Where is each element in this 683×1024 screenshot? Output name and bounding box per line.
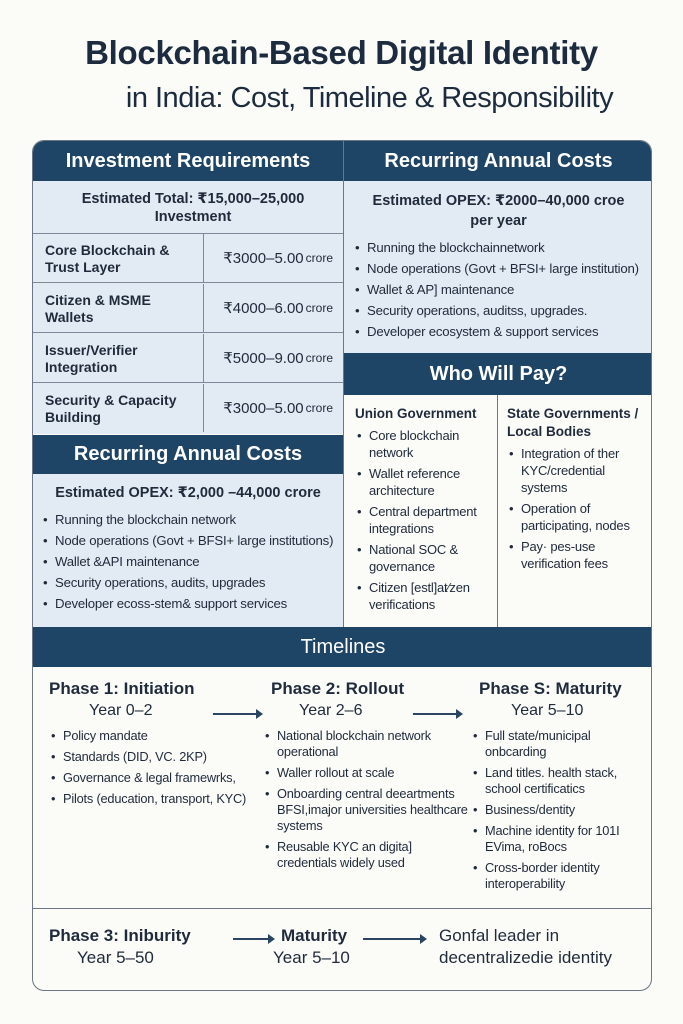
list-item: • Full state/municipal onbcarding [471, 728, 651, 760]
arrow-right-icon [413, 713, 461, 715]
list-item: • Security operations, auditss, upgrades. [353, 300, 652, 321]
phase-title: Phase 1: Initiation [49, 679, 195, 698]
investment-row-label: Core Blockchain & Trust Layer [45, 242, 170, 275]
investment-row [33, 284, 343, 333]
timelines-header: Timelines [33, 627, 652, 667]
list-item: • Integration of ther KYC/credential systems [507, 445, 649, 496]
list-item: • Central department integrations [355, 503, 495, 537]
list-item: • Governance & legal framewrks, [49, 770, 249, 786]
summary-years: decentralizedie identity [439, 948, 612, 967]
who-pays-divider [497, 395, 498, 627]
phase-2 [263, 679, 468, 876]
arrow-right-icon [233, 938, 273, 940]
list-item: • Citizen [estl]at⁄zen verifications [355, 579, 495, 613]
summary-divider [33, 908, 652, 909]
infographic-frame [32, 140, 652, 991]
opex-period: per year [470, 213, 527, 229]
list-item: • Operation of participating, nodes [507, 500, 649, 534]
investment-row [33, 384, 343, 433]
investment-amount: ₹3000–5.00 [223, 250, 304, 267]
phase-years: Year 0–2 [89, 702, 153, 719]
summary-title: Gonfal leader in [439, 926, 560, 945]
list-item: • Land titles. health stack, school certificatics [471, 765, 651, 797]
who-pays-state [507, 405, 649, 576]
list-item: • Standards (DID, VC. 2KP) [49, 749, 249, 765]
investment-unit: crore [305, 401, 333, 415]
phase-title: Phase 2: Rollout [271, 679, 405, 698]
investment-row-value [203, 384, 343, 432]
state-title: State Governments / Local Bodies [507, 406, 639, 439]
who-pays-union [355, 405, 495, 617]
list-item: • Pilots (education, transport, KYC) [49, 791, 249, 807]
summary-step-3 [439, 926, 612, 968]
list-item: • Node operations (Govt + BFSI+ large institutions) [41, 530, 343, 551]
summary-step-1 [49, 926, 191, 968]
investment-unit: crore [305, 251, 333, 265]
list-item: • Node operations (Govt + BFSI+ large institution) [353, 258, 652, 279]
recurring-left-opex: Estimated OPEX: ₹2,000 –44,000 crore [55, 485, 321, 501]
phase-years: Year 2–6 [299, 702, 363, 719]
list-item: • Policy mandate [49, 728, 249, 744]
list-item: • Business/dentity [471, 802, 651, 818]
arrow-right-icon [213, 713, 261, 715]
list-item: • Running the blockchainnetwork [353, 237, 652, 258]
investment-total [33, 181, 343, 234]
page-subtitle: in India: Cost, Timeline & Responsibility [125, 82, 614, 114]
list-item: • Wallet reference architecture [355, 465, 495, 499]
investment-total-value: Estimated Total: ₹15,000–25,000 [81, 191, 305, 207]
summary-title: Maturity [281, 926, 348, 945]
summary-years: Year 5–10 [273, 948, 350, 967]
opex-value: Estimated OPEX: ₹2000–40,000 croe [372, 193, 625, 209]
investment-amount: ₹5000–9.00 [223, 350, 304, 367]
investment-row-value [203, 334, 343, 382]
page-title: Blockchain-Based Digital Identity [85, 34, 598, 71]
list-item: • National blockchain network operational [263, 728, 468, 760]
phase-list [471, 728, 651, 892]
list-item: • Security operations, audits, upgrades [41, 572, 343, 593]
phase-3 [471, 679, 651, 897]
investment-row-label: Issuer/Verifier Integration [45, 342, 138, 375]
investment-amount: ₹3000–5.00 [223, 400, 304, 417]
recurring-right-list [353, 237, 652, 342]
recurring-left-header: Recurring Annual Costs [33, 435, 343, 474]
summary-years: Year 5–50 [77, 948, 154, 967]
phase-1 [49, 679, 249, 812]
investment-header: Investment Requirements [33, 141, 343, 181]
phase-years: Year 5–10 [511, 702, 584, 719]
list-item: • Reusable KYC an digita] credentials widely used [263, 839, 468, 871]
union-list [355, 427, 495, 613]
union-title: Union Government [355, 406, 477, 421]
investment-row [33, 234, 343, 283]
list-item: • Developer ecoss-stem& support services [41, 593, 343, 614]
investment-row-label: Citizen & MSME Wallets [45, 292, 151, 325]
who-pays-header: Who Will Pay? [344, 353, 652, 395]
investment-unit: crore [305, 351, 333, 365]
investment-row-value [203, 234, 343, 282]
list-item: • Cross-border identity interoperability [471, 860, 651, 892]
list-item: • Wallet &API maintenance [41, 551, 343, 572]
phase-list [49, 728, 249, 807]
summary-title: Phase 3: Iniburity [49, 926, 191, 945]
list-item: • Core blockchain network [355, 427, 495, 461]
list-item: • Wallet & AP] maintenance [353, 279, 652, 300]
list-item: • Onboarding central deeartments BFSI,imajor universities healthcare systems [263, 786, 468, 834]
list-item: • Pay· pes-use verification fees [507, 538, 649, 572]
phase-list [263, 728, 468, 871]
investment-row [33, 334, 343, 383]
investment-total-label: Investment [154, 209, 232, 225]
summary-step-2 [273, 926, 350, 968]
phase-title: Phase S: Maturity [479, 679, 622, 698]
list-item: • Developer ecosystem & support services [353, 321, 652, 342]
recurring-left-list [41, 509, 343, 614]
list-item: • National SOC & governance [355, 541, 495, 575]
list-item: • Running the blockchain network [41, 509, 343, 530]
investment-amount: ₹4000–6.00 [223, 300, 304, 317]
list-item: • Machine identity for 101I EVima, roBocs [471, 823, 651, 855]
state-list [507, 445, 649, 572]
arrow-right-icon [363, 938, 425, 940]
investment-row-value [203, 284, 343, 332]
recurring-right-header: Recurring Annual Costs [344, 141, 652, 181]
investment-unit: crore [305, 301, 333, 315]
list-item: • Waller rollout at scale [263, 765, 468, 781]
investment-row-label: Security & Capacity Building [45, 392, 177, 425]
recurring-right-opex [344, 191, 652, 231]
